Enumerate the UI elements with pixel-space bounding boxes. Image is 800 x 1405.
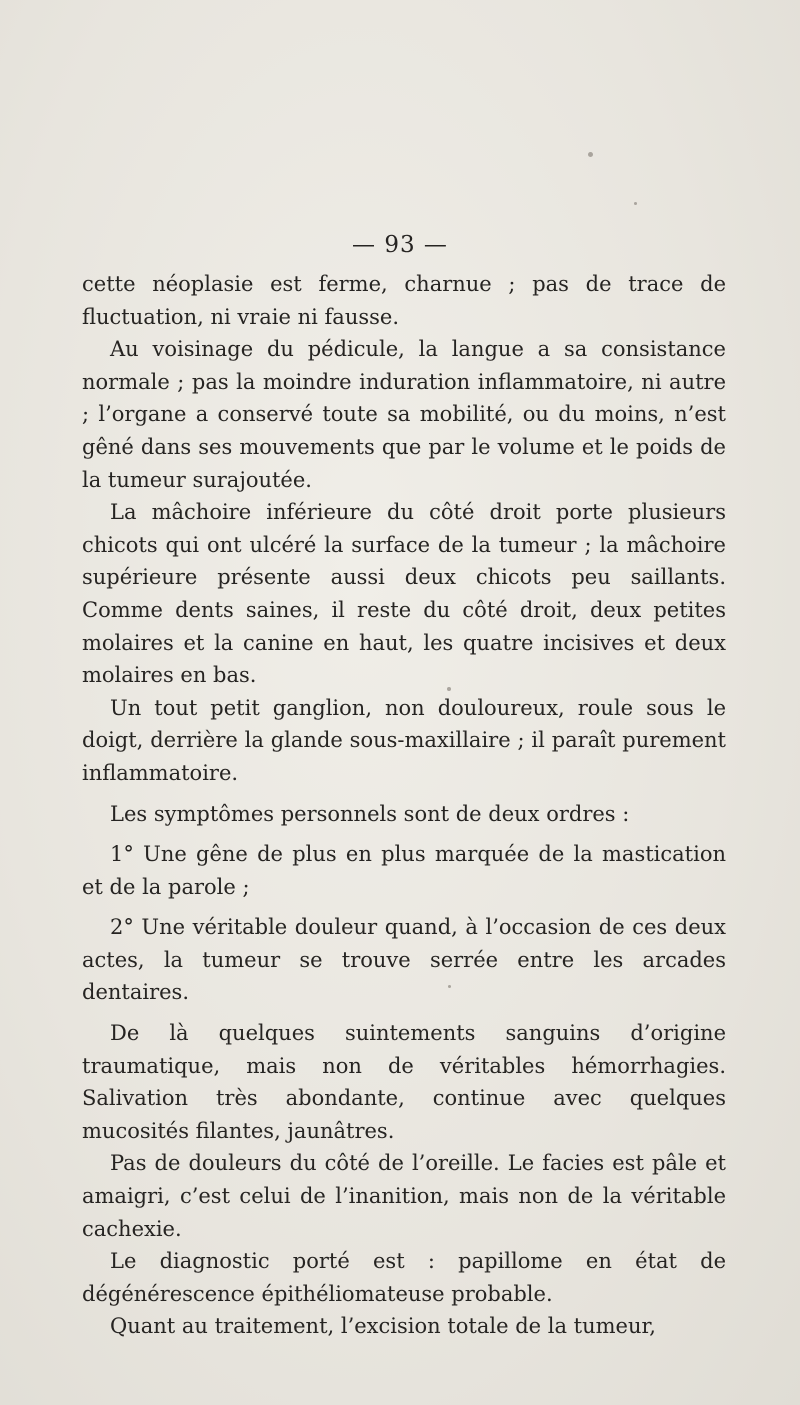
paragraph: Un tout petit ganglion, non douloureux, roule sous le doigt, derrière la glande sous-maxillaire ; il paraît purement inflammatoire. (82, 695, 726, 785)
paragraph: Le diagnostic porté est : papillome en état de dégénérescence épithéliomateuse probable. (82, 1249, 726, 1306)
body-text (82, 268, 726, 1343)
paper-speck (588, 152, 593, 157)
list-item: 2° Une véritable douleur quand, à l’occasion de ces deux actes, la tumeur se trouve serrée entre les arcades dentaires. (82, 915, 726, 1005)
paragraph: Pas de douleurs du côté de l’oreille. Le facies est pâle et amaigri, c’est celui de l’inanition, mais non de la véritable cachexie. (82, 1151, 726, 1241)
paragraph: Quant au traitement, l’excision totale de la tumeur, (110, 1314, 656, 1339)
paragraph: La mâchoire inférieure du côté droit porte plusieurs chicots qui ont ulcéré la surface de la tumeur ; la mâchoire supérieure présente aussi deux chicots peu saillants. Comme dents saines, il reste du côté droit, deux petites molaires et la canine en haut, les quatre incisives et deux molaires en bas. (82, 500, 726, 688)
paragraph: Au voisinage du pédicule, la langue a sa consistance normale ; pas la moindre induration inflammatoire, ni autre ; l’organe a conservé toute sa mobilité, ou du moins, n’est gêné dans ses mouvements que par le volume et le poids de la tumeur surajoutée. (82, 337, 726, 492)
list-item: 1° Une gêne de plus en plus marquée de la mastication et de la parole ; (82, 842, 726, 899)
paragraph: De là quelques suintements sanguins d’origine traumatique, mais non de véritables hémorrhagies. Salivation très abondante, continue avec quelques mucosités filantes, jaunâtres. (82, 1021, 726, 1143)
paper-speck (634, 202, 637, 205)
paragraph: Les symptômes personnels sont de deux ordres : (110, 801, 630, 826)
paragraph: cette néoplasie est ferme, charnue ; pas de trace de fluctuation, ni vraie ni fausse. (82, 272, 726, 329)
page-number: — 93 — (352, 232, 448, 258)
